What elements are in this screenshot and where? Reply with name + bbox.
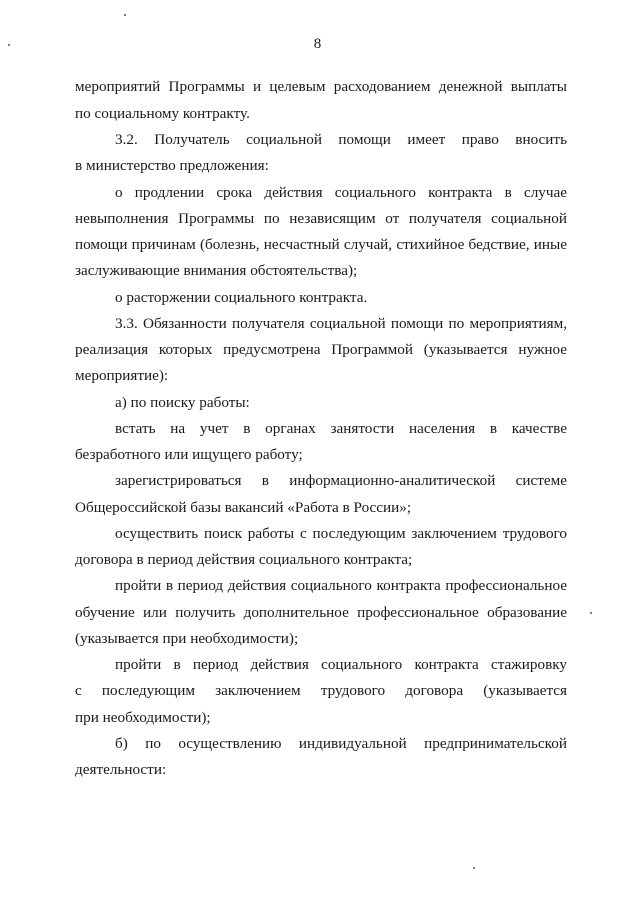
text-line: встать на учет в органах занятости населения в качестве [115,420,567,437]
text-line: деятельности: [75,761,167,778]
text-line: Общероссийской базы вакансий «Работа в России»; [75,499,412,516]
scan-speck [124,14,126,16]
page-number: 8 [313,36,322,52]
scan-speck [8,44,10,46]
text-line: б) по осуществлению индивидуальной предпринимательской [115,735,567,752]
text-line: договора в период действия социального контракта; [75,551,413,568]
text-line: пройти в период действия социального контракта стажировку [115,656,567,673]
text-line: по социальному контракту. [75,105,250,122]
text-line: обучение или получить дополнительное профессиональное образование [75,604,567,621]
text-line: зарегистрироваться в информационно-аналитической системе [115,472,567,489]
text-line: невыполнения Программы по независящим от получателя социальной [75,210,567,227]
text-line: безработного или ищущего работу; [75,446,303,463]
text-line: заслуживающие внимания обстоятельства); [75,262,358,279]
text-line: помощи причинам (болезнь, несчастный случай, стихийное бедствие, иные [75,236,567,253]
scan-speck [473,867,475,869]
text-line: 3.3. Обязанности получателя социальной помощи по мероприятиям, [115,315,567,332]
text-line: (указывается при необходимости); [75,630,299,647]
text-line: о продлении срока действия социального контракта в случае [115,184,567,201]
text-line: мероприятие): [75,367,169,384]
text-line: 3.2. Получатель социальной помощи имеет право вносить [115,131,567,148]
text-line: реализация которых предусмотрена Программой (указывается нужное [75,341,567,358]
text-line: пройти в период действия социального контракта профессиональное [115,577,567,594]
text-line: при необходимости); [75,709,211,726]
text-line: а) по поиску работы: [115,394,250,411]
text-line: в министерство предложения: [75,157,269,174]
text-line: о расторжении социального контракта. [115,289,368,306]
scan-speck [590,612,592,614]
text-line: с последующим заключением трудового договора (указывается [75,682,567,699]
text-line: мероприятий Программы и целевым расходованием денежной выплаты [75,78,567,95]
text-line: осуществить поиск работы с последующим заключением трудового [115,525,567,542]
